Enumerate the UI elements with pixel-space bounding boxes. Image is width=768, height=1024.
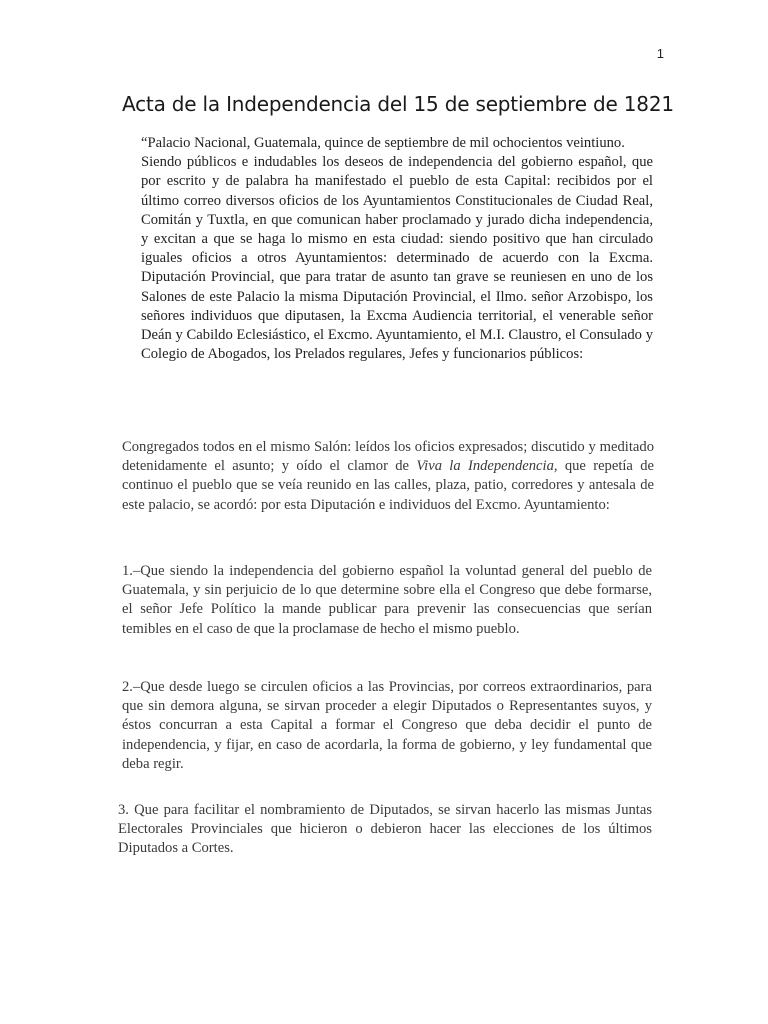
congregados-text-end: que repetía de continuo el pueblo que se veía reunido en las calles, plaza, patio, corredores y antesala de este palacio, se acordó: por esta Diputación e individuos del Excmo. Ayuntamiento: [122, 458, 654, 513]
resolution-item-1 [122, 562, 652, 639]
resolution-item-2 [122, 678, 652, 774]
congregados-paragraph [122, 438, 654, 515]
intro-paragraph-preamble: Siendo públicos e indudables los deseos de independencia del gobierno español, que por escrito y de palabra ha manifestado el pueblo de esta Capital: recibidos por el último correo diversos oficios de los Ayuntamientos Constitucionales de Ciudad Real, Comitán y Tuxtla, en que comunican haber proclamado y jurado dicha independencia, y excitan a que se haga lo mismo en esta ciudad: siendo positivo que han circulado iguales oficios a otros Ayuntamientos: determinado de acuerdo con la Excma. Diputación Provincial, que para tratar de asunto tan grave se reuniesen en uno de los Salones de este Palacio la misma Diputación Provincial, el Ilmo. señor Arzobispo, los señores individuos que diputasen, la Excma Audiencia territorial, el venerable señor Deán y Cabildo Eclesiástico, el Excmo. Ayuntamiento, el M.I. Claustro, el Consulado y Colegio de Abogados, los Prelados regulares, Jefes y funcionarios públicos: [141, 154, 653, 363]
intro-block [141, 134, 653, 364]
resolution-item-3-text: 3. Que para facilitar el nombramiento de Diputados, se sirvan hacerlo las mismas Juntas Electorales Provinciales que hicieron o debieron hacer las elecciones de los últimos Diputados a Cortes. [118, 802, 652, 857]
resolution-item-1-text: 1.–Que siendo la independencia del gobierno español la voluntad general del pueblo de Guatemala, y sin perjuicio de lo que determine sobre ella el Congreso que debe formarse, el señor Jefe Político la mande publicar para prevenir las consecuencias que serían temibles en el caso de que la proclamase de hecho el mismo pueblo. [122, 563, 652, 637]
document-title: Acta de la Independencia del 15 de septiembre de 1821 [122, 92, 674, 116]
congregados-text [122, 438, 654, 515]
viva-independencia-phrase: Viva la Independencia, [416, 458, 558, 475]
intro-paragraph-date: “Palacio Nacional, Guatemala, quince de septiembre de mil ochocientos veintiuno. [141, 135, 625, 151]
congregados-text-start: Congregados todos en el mismo Salón: leídos los oficios expresados; discutido y meditado detenidamente el asunto; y oído el clamor de [122, 439, 654, 475]
page-number: 1 [656, 46, 664, 61]
resolution-item-3 [118, 801, 652, 859]
resolution-item-2-text: 2.–Que desde luego se circulen oficios a las Provincias, por correos extraordinarios, para que sin demora alguna, se sirvan proceder a elegir Diputados o Representantes suyos, y éstos concurran a esta Capital a formar el Congreso que deba decidir el punto de independencia, y fijar, en caso de acordarla, la forma de gobierno, y ley fundamental que deba regir. [122, 679, 652, 772]
